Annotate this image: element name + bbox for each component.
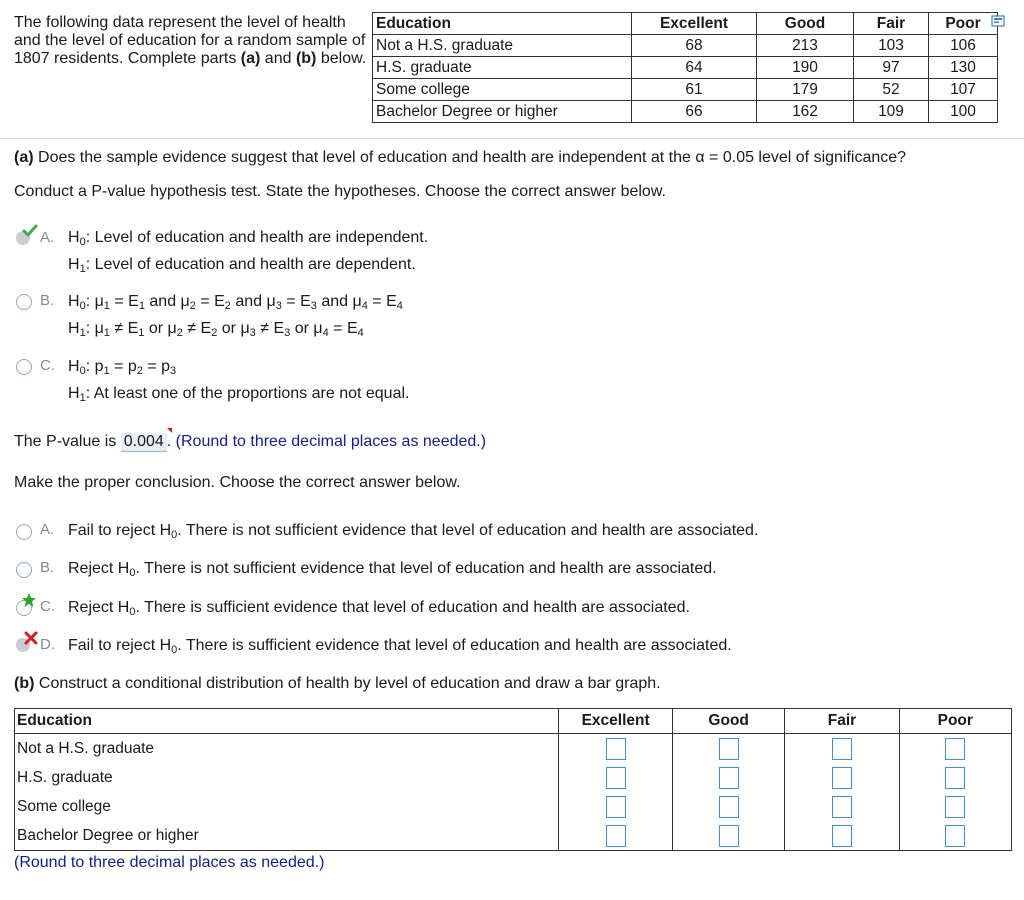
cell-value: 107 [929, 79, 998, 101]
cell-value: 66 [632, 101, 757, 123]
part-b-question: (b) Construct a conditional distribution of health by level of education and draw a bar graph. [14, 675, 661, 692]
option-c-h0: $H_0$: $p_1 = p_2 = p_3$ [68, 358, 177, 377]
row-label: Bachelor Degree or higher [15, 821, 559, 851]
cell-value: 52 [854, 79, 929, 101]
answer-input[interactable] [719, 738, 739, 760]
conclusion-a-letter: A. [40, 521, 55, 538]
cell-value: 68 [632, 35, 757, 57]
cell-value: 103 [854, 35, 929, 57]
conclusion-c-letter: C. [40, 598, 55, 615]
answer-input[interactable] [719, 796, 739, 818]
table-row [15, 763, 1012, 792]
answer-input[interactable] [832, 825, 852, 847]
row-label: H.S. graduate [15, 763, 559, 792]
answer-input[interactable] [606, 767, 626, 789]
col-header-poor: Poor [899, 709, 1011, 734]
star-icon [21, 592, 37, 608]
part-a-instruction: Conduct a P-value hypothesis test. State the hypotheses. Choose the correct answer below. [14, 183, 666, 200]
answer-input[interactable] [606, 796, 626, 818]
row-label: Some college [373, 79, 632, 101]
option-c-h1: $H_1$: At least one of the proportions are not equal. [68, 385, 410, 404]
cell-value: 190 [757, 57, 854, 79]
col-header-excellent: Excellent [632, 13, 757, 35]
conclusion-d-text: Fail to reject $H_0$. There is sufficient evidence that level of education and health are associated. [68, 637, 732, 656]
conclusion-prompt: Make the proper conclusion. Choose the correct answer below. [14, 474, 461, 491]
option-b-radio[interactable] [16, 294, 32, 310]
conclusion-c-text: Reject $H_0$. There is sufficient evidence that level of education and health are associated. [68, 599, 690, 618]
option-c-radio[interactable] [16, 359, 32, 375]
col-header-good: Good [757, 13, 854, 35]
conclusion-a-text: Fail to reject $H_0$. There is not sufficient evidence that level of education and health are associated. [68, 522, 759, 541]
table-row [373, 79, 998, 101]
row-label: Bachelor Degree or higher [373, 101, 632, 123]
cell-value: 213 [757, 35, 854, 57]
answer-input[interactable] [945, 796, 965, 818]
pvalue-line: The P-value is 0.004 . (Round to three decimal places as needed.) [14, 433, 486, 452]
cell-value: 97 [854, 57, 929, 79]
cell-value: 109 [854, 101, 929, 123]
row-label: Not a H.S. graduate [373, 35, 632, 57]
answer-input[interactable] [606, 825, 626, 847]
answer-input[interactable] [832, 767, 852, 789]
option-b-h0: $H_0$: $\mu_1 = E_1$ and $\mu_2 = E_2$ and $\mu_3 = E_3$ and $\mu_4 = E_4$ [68, 293, 403, 312]
answer-input[interactable] [945, 738, 965, 760]
divider [0, 138, 1024, 139]
table-row [15, 734, 1012, 764]
copy-table-icon[interactable] [991, 15, 1005, 27]
table-row [373, 57, 998, 79]
cell-value: 106 [929, 35, 998, 57]
table-row [373, 35, 998, 57]
conclusion-b-letter: B. [40, 559, 55, 576]
cell-value: 130 [929, 57, 998, 79]
cross-icon [24, 631, 38, 645]
col-header-fair: Fair [785, 709, 899, 734]
answer-input[interactable] [606, 738, 626, 760]
option-c-letter: C. [40, 357, 55, 374]
problem-intro: The following data represent the level of health and the level of education for a random sample of 1807 residents. Complete parts (a) and (b) below. [14, 14, 367, 67]
pvalue-answer[interactable]: 0.004 [121, 433, 167, 452]
answer-input[interactable] [832, 796, 852, 818]
cell-value: 64 [632, 57, 757, 79]
conclusion-d-letter: D. [40, 636, 55, 653]
answer-input[interactable] [945, 767, 965, 789]
row-label: Not a H.S. graduate [15, 734, 559, 764]
data-table [372, 12, 998, 123]
col-header-fair: Fair [854, 13, 929, 35]
part-b-note: (Round to three decimal places as needed.) [14, 854, 325, 871]
option-a-h0: $H_0$: Level of education and health are independent. [68, 229, 429, 248]
col-header-good: Good [672, 709, 785, 734]
pvalue-note: (Round to three decimal places as needed.) [175, 433, 487, 450]
check-icon [22, 224, 38, 238]
answer-input[interactable] [719, 767, 739, 789]
cell-value: 162 [757, 101, 854, 123]
row-label: Some college [15, 792, 559, 821]
cell-value: 61 [632, 79, 757, 101]
col-header-poor: Poor [929, 13, 998, 35]
col-header-excellent: Excellent [559, 709, 673, 734]
conclusion-b-radio[interactable] [16, 562, 32, 578]
cell-value: 100 [929, 101, 998, 123]
part-a-question: (a) Does the sample evidence suggest that level of education and health are independent at the α = 0.05 level of significance? [14, 149, 907, 166]
answer-input[interactable] [832, 738, 852, 760]
table-row [15, 821, 1012, 851]
option-b-letter: B. [40, 292, 55, 309]
conditional-distribution-table [14, 708, 1012, 851]
col-header-education: Education [15, 709, 559, 734]
answer-input[interactable] [719, 825, 739, 847]
col-header-education: Education [373, 13, 632, 35]
option-a-h1: $H_1$: Level of education and health are dependent. [68, 256, 416, 275]
option-b-h1: $H_1$: $\mu_1 \ne E_1$ or $\mu_2 \ne E_2$ or $\mu_3 \ne E_3$ or $\mu_4 = E_4$ [68, 320, 364, 339]
conclusion-b-text: Reject $H_0$. There is not sufficient evidence that level of education and health are associated. [68, 560, 717, 579]
cell-value: 179 [757, 79, 854, 101]
row-label: H.S. graduate [373, 57, 632, 79]
answer-input[interactable] [945, 825, 965, 847]
conclusion-a-radio[interactable] [16, 524, 32, 540]
option-a-letter: A. [40, 229, 55, 246]
table-row [373, 101, 998, 123]
table-row [15, 792, 1012, 821]
